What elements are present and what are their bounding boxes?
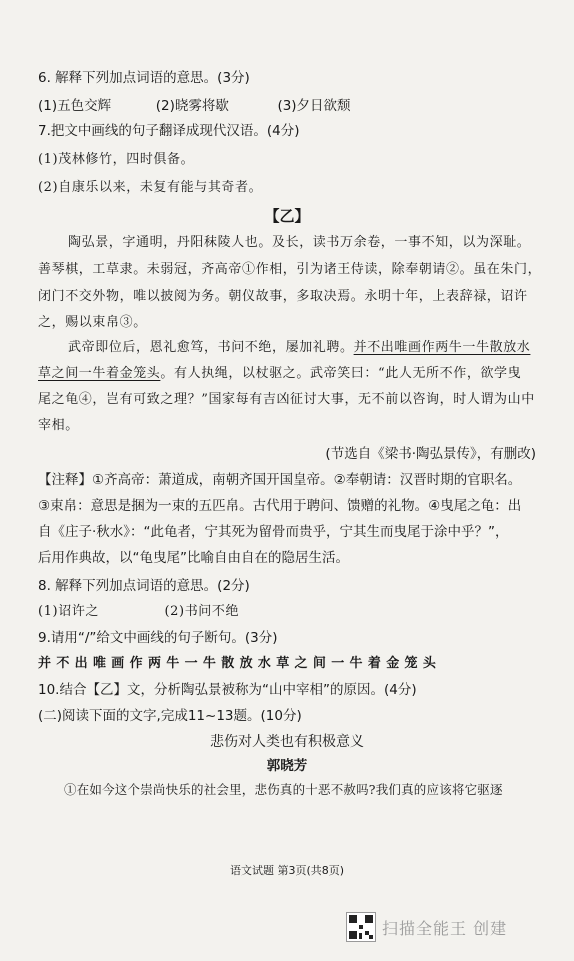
question-7-item-1: (1)茂林修竹，四时俱备。	[38, 152, 195, 167]
passage-p1-line2: 善琴棋，工草隶。未弱冠，齐高帝①作相，引为诸王侍读，除奉朝请②。虽在朱门，	[38, 262, 542, 277]
q6-option-1: (1)五色交辉	[38, 98, 112, 114]
q8-option-1: (1)诏许之	[38, 604, 100, 619]
question-9-sentence: 并 不 出 唯 画 作 两 牛 一 牛 散 放 水 草 之 间 一 牛 着 金 笼 头	[38, 656, 437, 671]
passage-source: (节选自《梁书·陶弘景传》，有删改)	[325, 446, 536, 462]
question-9: 9.请用“/”给文中画线的句子断句。(3分)	[38, 630, 278, 646]
scanner-watermark: 扫描全能王 创建	[382, 919, 508, 938]
question-8: 8. 解释下列加点词语的意思。(2分)	[38, 578, 250, 594]
page-footer: 语文试题 第3页(共8页)	[229, 864, 345, 877]
question-6-options	[38, 96, 351, 116]
question-6: 6. 解释下列加点词语的意思。(3分)	[38, 70, 250, 86]
passage-p1-line4: 之，赐以束帛③。	[38, 315, 147, 330]
question-10: 10.结合【乙】文，分析陶弘景被称为“山中宰相”的原因。(4分)	[38, 682, 417, 698]
question-7-item-2: (2)自康乐以来，未复有能与其奇者。	[38, 180, 263, 195]
passage-p2-line1	[68, 338, 530, 358]
notes-line1: 【注释】①齐高帝：萧道成，南朝齐国开国皇帝。②奉朝请：汉晋时期的官职名。	[38, 472, 522, 488]
question-7: 7.把文中画线的句子翻译成现代汉语。(4分)	[38, 123, 300, 139]
passage-p2-line4: 宰相。	[38, 418, 79, 433]
q8-option-2: (2)书问不绝	[164, 604, 240, 619]
qr-code-icon	[346, 912, 376, 942]
q6-option-2: (2)晓雾将歇	[155, 98, 229, 114]
notes-line2: ③束帛：意思是捆为一束的五匹帛。古代用于聘问、馈赠的礼物。④曳尾之龟：出	[38, 498, 522, 514]
passage-p2-line2-text: 。有人执绳，以杖驱之。武帝笑曰：“此人无所不作，欲学曳	[160, 366, 522, 381]
passage-p2-line1-text: 武帝即位后，恩礼愈笃，书问不绝，屡加礼聘。	[68, 340, 354, 355]
article-title: 悲伤对人类也有积极意义	[210, 734, 364, 750]
notes-line4: 后用作典故，以“龟曳尾”比喻自由自在的隐居生活。	[38, 550, 349, 566]
q6-option-3: (3)夕日欲颓	[277, 98, 351, 114]
notes-line3: 自《庄子·秋水》：“此龟者，宁其死为留骨而贵乎，宁其生而曳尾于涂中乎？”，	[38, 524, 509, 540]
article-paragraph-1: ①在如今这个崇尚快乐的社会里，悲伤真的十恶不赦吗?我们真的应该将它驱逐	[64, 782, 503, 797]
question-8-options	[38, 602, 239, 622]
underlined-sentence-part2: 草之间一牛着金笼头	[38, 366, 161, 381]
section-2-heading: (二)阅读下面的文字,完成11~13题。(10分)	[38, 708, 302, 724]
passage-p1-line3: 闭门不交外物，唯以披阅为务。朝仪故事，多取决焉。永明十年，上表辞禄，诏许	[38, 289, 528, 304]
section-yi-heading: 【乙】	[264, 207, 310, 225]
passage-p2-line3: 尾之龟④，岂有可致之理？”国家每有吉凶征讨大事，无不前以咨询，时人谓为山中	[38, 392, 535, 407]
underlined-sentence-part1: 并不出唯画作两牛一牛散放水	[353, 340, 531, 355]
passage-p2-line2	[38, 364, 521, 384]
passage-p1-line1: 陶弘景，字通明，丹阳秣陵人也。及长，读书万余卷，一事不知，以为深耻。	[68, 235, 531, 250]
article-author: 郭晓芳	[266, 758, 308, 774]
